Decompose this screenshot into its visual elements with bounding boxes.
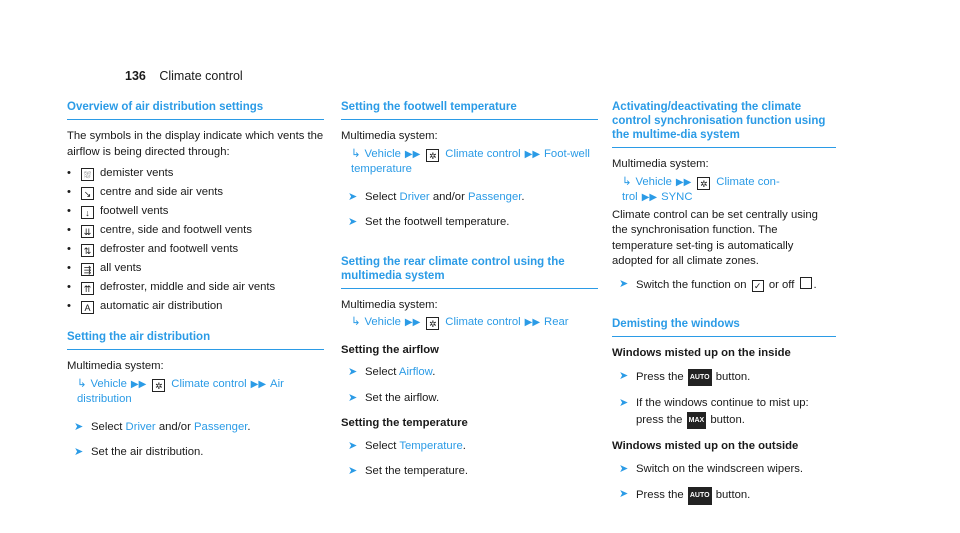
- path-arrow-icon: ▶▶: [404, 317, 421, 328]
- list-item: • ↘ centre and side air vents: [67, 183, 324, 202]
- column-2: [341, 100, 598, 490]
- system-label: Multimedia system:: [67, 360, 164, 372]
- path-vehicle-link[interactable]: Vehicle: [635, 175, 672, 188]
- path-hook-icon: ↳: [77, 377, 87, 390]
- step-arrow-icon: ➤: [348, 439, 358, 452]
- climate-fan-icon: ✲: [152, 379, 165, 392]
- step-arrow-icon: ➤: [619, 397, 629, 409]
- driver-option[interactable]: Driver: [125, 420, 156, 433]
- automatic-distribution-icon: A: [81, 301, 94, 314]
- checked-box-icon[interactable]: ✓: [752, 280, 764, 292]
- step-arrow-icon: ➤: [348, 465, 358, 477]
- step-select-airflow: ➤ Select Airflow.: [341, 365, 598, 381]
- list-item: • A automatic air distribution: [67, 297, 324, 316]
- step-press-max: ➤ If the windows continue to mist up: press the MAX button.: [612, 396, 836, 429]
- path-hook-icon: ↳: [351, 316, 361, 328]
- path-arrow-icon: ▶▶: [130, 378, 147, 390]
- air-distribution-heading: Setting the air distribution: [67, 330, 324, 350]
- step-arrow-icon: ➤: [619, 369, 629, 382]
- menu-path: [612, 175, 836, 206]
- auto-button-icon[interactable]: AUTO: [688, 369, 712, 387]
- list-item: • ↓ footwell vents: [67, 202, 324, 221]
- step-wipers: ➤ Switch on the windscreen wipers.: [612, 462, 836, 478]
- column-1: [67, 100, 324, 471]
- rear-climate-heading: Setting the rear climate control using the multimedia system: [341, 255, 598, 289]
- inside-subheading: Windows misted up on the inside: [612, 347, 791, 359]
- step-switch-sync: ➤ Switch the function on ✓ or off .: [619, 277, 817, 291]
- passenger-option[interactable]: Passenger: [468, 190, 522, 203]
- path-vehicle-link[interactable]: Vehicle: [364, 316, 401, 328]
- chapter-title: Climate control: [159, 69, 243, 83]
- step-set-airflow: ➤ Set the airflow.: [341, 391, 598, 407]
- demisting-heading: Demisting the windows: [612, 317, 836, 337]
- menu-path: [341, 147, 598, 178]
- system-label: Multimedia system:: [341, 298, 438, 311]
- system-label: Multimedia system:: [341, 130, 438, 142]
- list-item: • ⇶ all vents: [67, 259, 324, 278]
- sync-description: Climate control can be set centrally using the synchronisation function. The temperature set-ting is automatically adopted for all climate zones.: [612, 208, 818, 267]
- step-arrow-icon: ➤: [619, 277, 629, 290]
- airflow-subheading: Setting the airflow: [341, 343, 439, 356]
- defroster-footwell-vents-icon: ⇅: [81, 244, 94, 257]
- overview-heading: Overview of air distribution settings: [67, 100, 324, 120]
- step-arrow-icon: ➤: [619, 488, 629, 500]
- path-arrow-icon: ▶▶: [675, 176, 692, 188]
- list-item: • ⇊ centre, side and footwell vents: [67, 221, 324, 240]
- unchecked-box-icon[interactable]: [800, 277, 812, 289]
- step-arrow-icon: ➤: [348, 190, 358, 203]
- path-hook-icon: ↳: [622, 175, 632, 188]
- path-climate-link[interactable]: Climate control: [445, 147, 521, 160]
- vent-symbol-list: [67, 164, 324, 316]
- path-climate-link[interactable]: Climate control: [171, 377, 247, 390]
- step-arrow-icon: ➤: [74, 446, 84, 458]
- all-vents-icon: ⇶: [81, 263, 94, 276]
- step-select-temperature: ➤ Select Temperature.: [341, 439, 598, 455]
- auto-button-icon[interactable]: AUTO: [688, 487, 712, 505]
- overview-intro: The symbols in the display indicate which vents the airflow is being directed through:: [67, 130, 324, 158]
- page-header: [125, 69, 243, 83]
- path-arrow-icon: ▶▶: [404, 148, 421, 160]
- menu-path: [341, 315, 598, 331]
- temperature-option[interactable]: Temperature: [399, 439, 463, 452]
- path-footwell-link[interactable]: Foot-well temperature: [351, 147, 590, 175]
- path-air-distribution-link[interactable]: Air distribution: [77, 377, 284, 405]
- path-arrow-icon: ▶▶: [524, 317, 541, 328]
- demister-vents-icon: ⛆: [81, 168, 94, 181]
- step-set-distribution: ➤ Set the air distribution.: [67, 445, 324, 461]
- path-arrow-icon: ▶▶: [524, 148, 541, 160]
- column-3: [612, 100, 836, 515]
- path-climate-link[interactable]: Climate con-trol: [622, 175, 780, 203]
- step-arrow-icon: ➤: [74, 420, 84, 433]
- path-arrow-icon: ▶▶: [250, 378, 267, 390]
- step-select-zone: ➤ Select Driver and/or Passenger.: [67, 420, 324, 436]
- list-item: • ⇅ defroster and footwell vents: [67, 240, 324, 259]
- path-vehicle-link[interactable]: Vehicle: [90, 377, 127, 390]
- path-climate-link[interactable]: Climate control: [445, 316, 521, 328]
- system-label: Multimedia system:: [612, 158, 709, 170]
- defroster-middle-side-vents-icon: ⇈: [81, 282, 94, 295]
- step-arrow-icon: ➤: [348, 391, 358, 404]
- climate-fan-icon: ✲: [426, 149, 439, 162]
- step-select-zone: ➤ Select Driver and/or Passenger.: [341, 190, 598, 206]
- max-defrost-button-icon[interactable]: MAX: [687, 412, 707, 430]
- outside-subheading: Windows misted up on the outside: [612, 440, 799, 452]
- path-sync-link[interactable]: SYNC: [661, 191, 693, 203]
- path-rear-link[interactable]: Rear: [544, 316, 569, 328]
- sync-heading: Activating/deactivating the climate control synchronisation function using the multime-dia system: [612, 100, 836, 148]
- path-vehicle-link[interactable]: Vehicle: [364, 147, 401, 160]
- step-press-auto: ➤ Press the AUTO button.: [612, 369, 836, 387]
- path-arrow-icon: ▶▶: [641, 192, 658, 203]
- list-item: • ⇈ defroster, middle and side air vents: [67, 278, 324, 297]
- step-arrow-icon: ➤: [619, 462, 629, 475]
- step-set-footwell: ➤ Set the footwell temperature.: [341, 215, 598, 231]
- passenger-option[interactable]: Passenger: [194, 420, 248, 433]
- footwell-heading: Setting the footwell temperature: [341, 100, 598, 120]
- climate-fan-icon: ✲: [697, 177, 710, 190]
- page-number: 136: [125, 69, 146, 83]
- airflow-option[interactable]: Airflow: [398, 366, 433, 378]
- temperature-subheading: Setting the temperature: [341, 417, 468, 429]
- list-item: • ⛆ demister vents: [67, 164, 324, 183]
- climate-fan-icon: ✲: [426, 317, 439, 330]
- step-arrow-icon: ➤: [348, 216, 358, 228]
- step-press-auto-outside: ➤ Press the AUTO button.: [612, 487, 836, 505]
- centre-side-footwell-vents-icon: ⇊: [81, 225, 94, 238]
- path-hook-icon: ↳: [351, 147, 361, 160]
- step-set-temperature: ➤ Set the temperature.: [341, 464, 598, 480]
- driver-option[interactable]: Driver: [399, 190, 430, 203]
- footwell-vents-icon: ↓: [81, 206, 94, 219]
- menu-path: [67, 377, 324, 408]
- centre-side-vents-icon: ↘: [81, 187, 94, 200]
- step-arrow-icon: ➤: [348, 366, 358, 378]
